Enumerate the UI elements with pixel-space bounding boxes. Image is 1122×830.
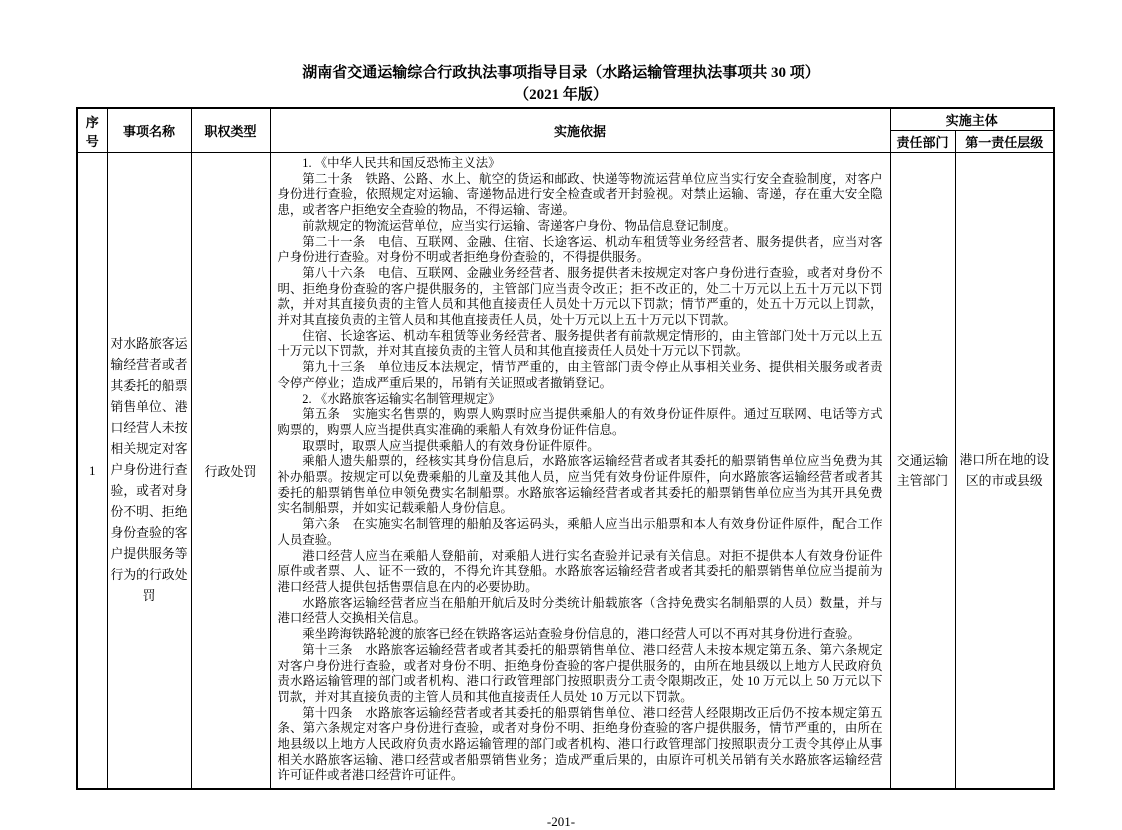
- legal-basis-paragraph: 第九十三条 单位违反本法规定，情节严重的，由主管部门责令停止从事相关业务、提供相关服务或者责令停产停业；造成严重后果的，吊销有关证照或者撤销登记。: [277, 360, 883, 390]
- legal-basis-paragraph: 乘船人遗失船票的，经核实其身份信息后，水路旅客运输经营者或者其委托的船票销售单位应当免费为其补办船票。按规定可以免费乘船的儿童及其他人员，应当凭有效身份证件原件，向水路旅客运输经营者或者其委托的船票销售单位申领免费实名制船票。水路旅客运输经营者或者其委托的船票销售单位应当为其开具免费实名制船票，并如实记载乘船人身份信息。: [277, 454, 883, 516]
- legal-basis-paragraph: 第十四条 水路旅客运输经营者或者其委托的船票销售单位、港口经营人经限期改正后仍不按本规定第五条、第六条规定对客户身份进行查验，或者对身份不明、拒绝身份查验的客户提供服务，情节严重的，由所在地县级以上地方人民政府负责水路运输管理的部门或者机构、港口行政管理部门按照职责分工责令其停止从事相关水路旅客运输、港口经营或者船票销售业务；造成严重后果的，由原许可机关吊销有关水路旅客运输经营许可证件或者港口经营许可证件。: [277, 705, 883, 783]
- table-header-row-1: [77, 108, 1054, 131]
- row-legal-basis: [270, 153, 890, 790]
- legal-basis-paragraph: 第二十条 铁路、公路、水上、航空的货运和邮政、快递等物流运营单位应当实行安全查验制度，对客户身份进行查验，依照规定对运输、寄递物品进行安全检查或者开封验视。对禁止运输、寄递，存在重大安全隐患，或者客户拒绝安全查验的物品，不得运输、寄递。: [277, 171, 883, 218]
- legal-basis-paragraph: 第十三条 水路旅客运输经营者或者其委托的船票销售单位、港口经营人未按本规定第五条、第六条规定对客户身份进行查验，或者对身份不明、拒绝身份查验的客户提供服务的，由所在地县级以上地方人民政府负责水路运输管理的部门或者机构、港口行政管理部门按照职责分工责令限期改正，处 10 万元以上 50 万元以下罚款，并对其直接负责的主管人员和其他直接责任人员处 10 万元以下罚款。: [277, 642, 883, 704]
- legal-basis-paragraphs: [278, 156, 883, 784]
- row-responsible-department: 交通运输主管部门: [890, 153, 955, 790]
- legal-basis-paragraph: 港口经营人应当在乘船人登船前，对乘船人进行实名查验并记录有关信息。对拒不提供本人有效身份证件原件或者票、人、证不一致的，不得允许其登船。水路旅客运输经营者或者其委托的船票销售单位应当提前为港口经营人提供包括售票信息在内的必要协助。: [277, 548, 883, 594]
- legal-basis-paragraph: 第八十六条 电信、互联网、金融业务经营者、服务提供者未按规定对客户身份进行查验，或者对身份不明、拒绝身份查验的客户提供服务的，主管部门应当责令改正；拒不改正的，处二十万元以上五十万元以下罚款，并对其直接负责的主管人员和其他直接责任人员处十万元以下罚款；情节严重的，处五十万元以上罚款，并对其直接负责的主管人员和其他直接责任人员，处十万元以上五十万元以下罚款。: [277, 265, 883, 328]
- legal-basis-paragraph: 乘坐跨海铁路轮渡的旅客已经在铁路客运站查验身份信息的，港口经营人可以不再对其身份进行查验。: [302, 627, 860, 642]
- page-number: -201-: [546, 814, 576, 830]
- legal-basis-paragraph: 第六条 在实施实名制管理的船舶及客运码头，乘船人应当出示船票和本人有效身份证件原件，配合工作人员查验。: [277, 517, 883, 547]
- legal-basis-paragraph: 第五条 实施实名售票的，购票人购票时应当提供乘船人的有效身份证件原件。通过互联网、电话等方式购票的，购票人应当提供真实准确的乘船人有效身份证件信息。: [277, 407, 883, 437]
- header-index: 序号: [77, 108, 107, 153]
- enforcement-items-table: [76, 107, 1055, 790]
- legal-basis-paragraph: 取票时，取票人应当提供乘船人的有效身份证件原件。: [302, 438, 600, 453]
- document-subtitle: （2021 年版）: [514, 87, 608, 103]
- header-power-type: 职权类型: [191, 108, 270, 153]
- row-index: 1: [77, 153, 107, 790]
- header-responsible-department: 责任部门: [890, 131, 955, 153]
- row-power-type: 行政处罚: [191, 153, 270, 790]
- row-first-responsibility-level: 港口所在地的设区的市或县级: [955, 153, 1054, 790]
- legal-basis-paragraph: 第二十一条 电信、互联网、金融、住宿、长途客运、机动车租赁等业务经营者、服务提供者，应当对客户身份进行查验。对身份不明或者拒绝身份查验的，不得提供服务。: [277, 234, 883, 265]
- header-legal-basis: 实施依据: [270, 108, 890, 153]
- document-title: 湖南省交通运输综合行政执法事项指导目录（水路运输管理执法事项共 30 项）: [302, 65, 820, 81]
- legal-basis-paragraph: 前款规定的物流运营单位，应当实行运输、寄递客户身份、物品信息登记制度。: [302, 218, 736, 233]
- header-item-name: 事项名称: [107, 108, 191, 153]
- title-block: [0, 0, 1122, 106]
- legal-basis-paragraph: 水路旅客运输经营者应当在船舶开航后及时分类统计船载旅客（含持免费实名制船票的人员）数量，并与港口经营人交换相关信息。: [277, 595, 883, 626]
- header-implementing-body: 实施主体: [890, 108, 1054, 131]
- row-item-name: 对水路旅客运输经营者或者其委托的船票销售单位、港口经营人未按相关规定对客户身份进行查验，或者对身份不明、拒绝身份查验的客户提供服务等行为的行政处罚: [107, 153, 191, 790]
- header-first-responsibility-level: 第一责任层级: [955, 131, 1054, 153]
- legal-basis-paragraph: 住宿、长途客运、机动车租赁等业务经营者、服务提供者有前款规定情形的，由主管部门处十万元以上五十万元以下罚款，并对其直接负责的主管人员和其他直接责任人员处十万元以下罚款。: [277, 328, 883, 359]
- legal-basis-paragraph: 1. 《中华人民共和国反恐怖主义法》: [302, 156, 501, 170]
- legal-basis-paragraph: 2. 《水路旅客运输实名制管理规定》: [302, 391, 501, 406]
- table-row: [77, 153, 1054, 790]
